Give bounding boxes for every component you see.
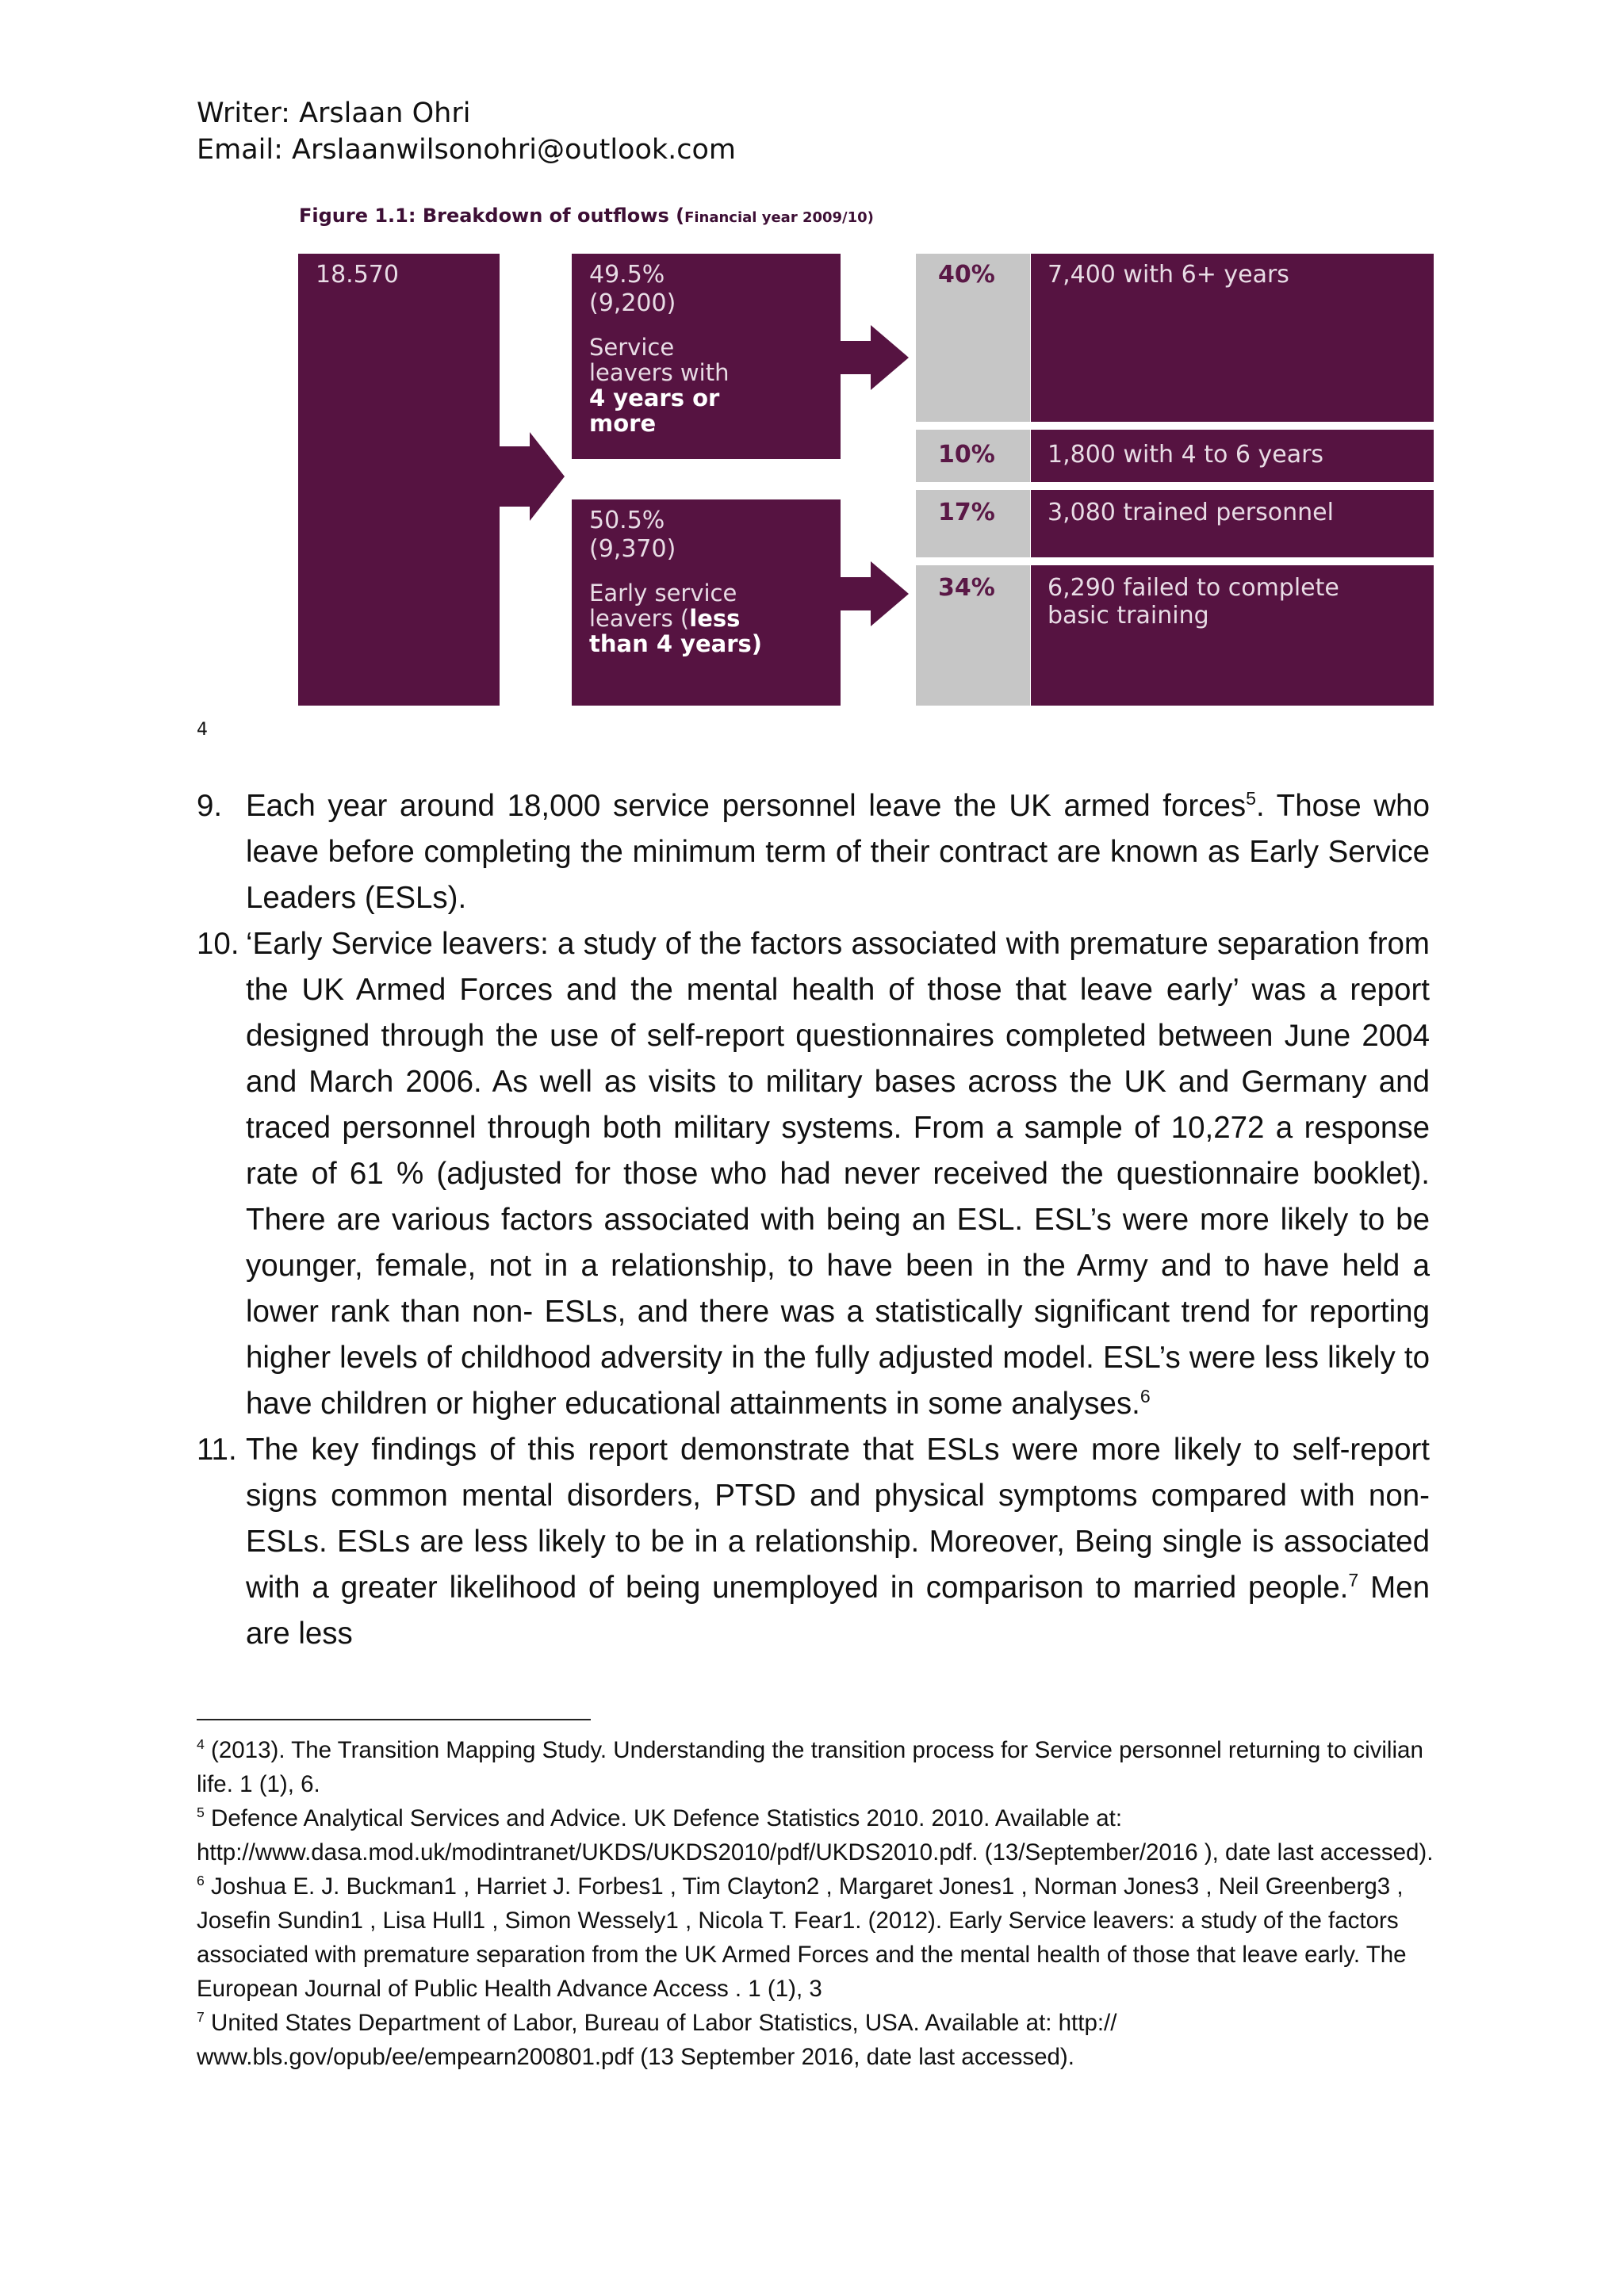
footnote-text: (2013). The Transition Mapping Study. Understanding the transition process for Service personnel returning to civilian life. 1 (1), 6. [197, 1737, 1423, 1797]
breakdown-percent-3: 17% [938, 499, 995, 526]
total-value: 18.570 [316, 261, 399, 289]
figure-title-year: Financial year 2009/10) [684, 209, 874, 226]
item-text: The key findings of this report demonstrate that ESLs were more likely to self-report signs common mental disorders, PTSD and physical symptoms compared with non-ESLs. ESLs are less likely to be in a relationship. Moreover, Being single is associated with a greater likelihood of being unemployed in comparison to married people. [246, 1433, 1430, 1605]
footnote-mark: 4 [197, 1736, 205, 1753]
paragraph-9 [197, 783, 1430, 921]
upper-desc-1: Service [589, 334, 675, 361]
item-number: 11. [197, 1433, 237, 1467]
breakdown-label-1: 7,400 with 6+ years [1048, 261, 1289, 289]
breakdown-label-3: 3,080 trained personnel [1048, 499, 1334, 526]
total-box [298, 254, 565, 706]
footnote-6 [197, 1869, 1434, 2006]
figure-title-main: Figure 1.1: Breakdown of outflows ( [299, 205, 685, 227]
breakdown-percent-1: 40% [938, 261, 995, 289]
breakdown-percent-4: 34% [938, 574, 995, 602]
item-text: ‘Early Service leavers: a study of the factors associated with premature separation from the UK Armed Forces and the mental health of those that leave early’ was a report designed through the use of self-report questionnaires completed between June 2004 and March 2006. As well as visits to military bases across the UK and Germany and traced personnel through both military systems. From a sample of 10,272 a response rate of 61 % (adjusted for those who had never received the questionnaire booklet). There are various factors associated with being an ESL. ESL’s were more likely to be younger, female, not in a relationship, to have been in the Army and to have held a lower rank than non- ESLs, and there was a statistically significant trend for reporting higher levels of childhood adversity in the fully adjusted model. ESL’s were less likely to have children or higher educational attainments in some analyses. [246, 927, 1430, 1421]
item-text-cont: Men are less [246, 1571, 1430, 1651]
outflow-diagram [0, 0, 1624, 761]
lower-percent: 50.5% [589, 507, 665, 534]
upper-desc-2: leavers with [589, 359, 730, 386]
breakdown-label-4: 6,290 failed to complete [1048, 574, 1339, 602]
lower-desc-2a: leavers ( [589, 605, 690, 632]
email-line: Email: Arslaanwilsonohri@outlook.com [197, 134, 737, 166]
breakdown-column [916, 254, 1434, 706]
numbered-paragraphs [197, 783, 1430, 1657]
item-text: Each year around 18,000 service personnel leave the UK armed forces [246, 789, 1247, 823]
lower-desc-3: than 4 years) [589, 630, 763, 657]
footnote-divider [197, 1719, 591, 1720]
footnote-5 [197, 1801, 1434, 1869]
upper-count: (9,200) [589, 289, 676, 317]
lower-desc-1: Early service [589, 580, 737, 607]
upper-desc-4: more [589, 410, 657, 437]
paragraph-10 [197, 921, 1430, 1427]
footnote-text: Defence Analytical Services and Advice. UK Defence Statistics 2010. 2010. Available at: http://www.dasa.mod.uk/modintranet/UKDS/UKDS2010/pdf/UKDS2010.pdf. (13/September/2016 ), date last accessed). [197, 1805, 1434, 1866]
footnote-4 [197, 1733, 1434, 1801]
item-number: 10. [197, 927, 239, 961]
breakdown-label-4b: basic training [1048, 602, 1209, 629]
lower-desc-2b: less [689, 605, 741, 632]
footnote-mark: 5 [197, 1804, 205, 1821]
footnote-mark: 7 [197, 2009, 205, 2026]
figure-footnote-marker: 4 [197, 720, 208, 740]
paragraph-11 [197, 1427, 1430, 1657]
upper-arrow [839, 325, 909, 390]
footnote-ref: 5 [1246, 788, 1256, 809]
breakdown-label-2: 1,800 with 4 to 6 years [1048, 441, 1324, 469]
footnote-text: Joshua E. J. Buckman1 , Harriet J. Forbes1 , Tim Clayton2 , Margaret Jones1 , Norman Jones3 , Neil Greenberg3 , Josefin Sundin1 , Lisa Hull1 , Simon Wessely1 , Nicola T. Fear1. (2012). Early Service leavers: a study of the factors associated with premature separation from the UK Armed Forces and the mental health of those that leave early. The European Journal of Public Health Advance Access . 1 (1), 3 [197, 1873, 1407, 2002]
writer-line: Writer: Arslaan Ohri [197, 98, 471, 129]
lower-count: (9,370) [589, 535, 676, 563]
item-text-cont: . Those who leave before completing the minimum term of their contract are known as Early Service Leaders (ESLs). [246, 789, 1430, 915]
lower-arrow [839, 561, 909, 626]
footnote-ref: 7 [1348, 1570, 1359, 1591]
upper-desc-3: 4 years or [589, 385, 720, 411]
footnote-mark: 6 [197, 1873, 205, 1889]
breakdown-percent-2: 10% [938, 441, 995, 469]
footnote-7 [197, 2006, 1434, 2074]
upper-group-box [572, 254, 909, 459]
footnotes [197, 1733, 1434, 2074]
lower-group-box [572, 499, 909, 706]
footnote-ref: 6 [1139, 1386, 1151, 1407]
lower-desc-2 [589, 605, 740, 632]
upper-percent: 49.5% [589, 261, 665, 289]
item-number: 9. [197, 789, 223, 823]
footnote-text: United States Department of Labor, Bureau of Labor Statistics, USA. Available at: http:// www.bls.gov/opub/ee/empearn200801.pdf (13 September 2016, date last accessed). [197, 2010, 1117, 2070]
